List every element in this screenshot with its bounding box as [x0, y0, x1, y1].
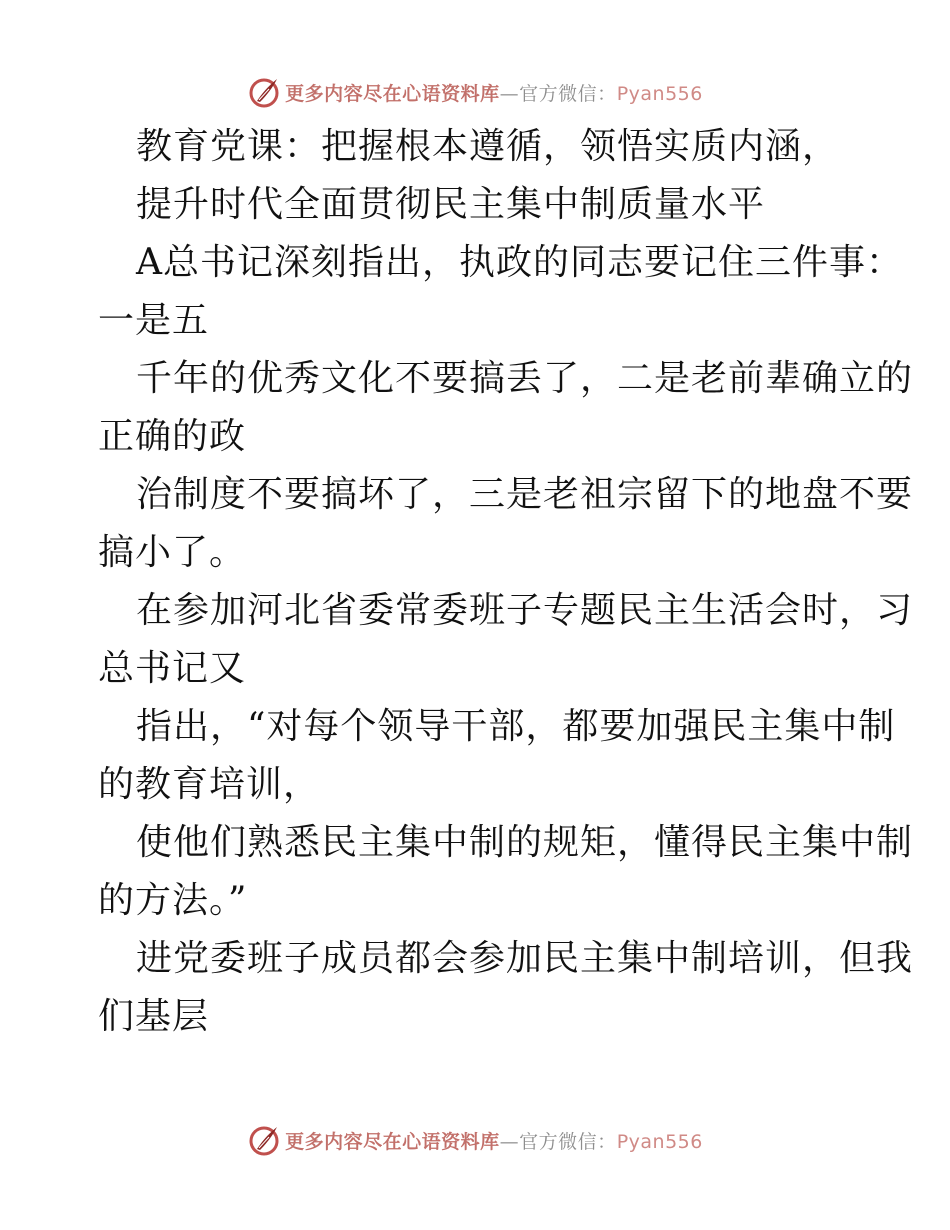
text-line: 正确的政: [98, 416, 247, 457]
text-line: 搞小了。: [98, 532, 247, 573]
footer-watermark: [0, 1120, 950, 1160]
watermark-handle: Pyan556: [616, 82, 703, 105]
text-line: 一是五: [98, 300, 210, 341]
quill-logo-icon: [247, 1123, 281, 1157]
watermark-text: [285, 1127, 703, 1154]
text-line: 的教育培训，: [98, 764, 321, 805]
text-line: 指出，“对每个领导干部，都要加强民主集中制: [136, 706, 896, 747]
watermark-separator: —: [499, 1130, 520, 1153]
text-line: 进党委班子成员都会参加民主集中制培训，但我: [136, 938, 914, 979]
watermark-separator: —: [499, 82, 520, 105]
document-body: [98, 118, 914, 1046]
quill-logo-icon: [247, 75, 281, 109]
text-line: 在参加河北省委常委班子专题民主生活会时，习: [136, 590, 914, 631]
header-watermark: [0, 72, 950, 112]
text-line: 的方法。”: [98, 880, 248, 921]
watermark-brand: 更多内容尽在心语资料库: [285, 82, 500, 105]
text-line: 教育党课：把握根本遵循，领悟实质内涵，: [136, 126, 840, 167]
text-line: 千年的优秀文化不要搞丢了，二是老前辈确立的: [136, 358, 914, 399]
watermark-brand: 更多内容尽在心语资料库: [285, 1130, 500, 1153]
watermark-text: [285, 79, 703, 106]
text-line: 使他们熟悉民主集中制的规矩，懂得民主集中制: [136, 822, 914, 863]
text-line: 提升时代全面贯彻民主集中制质量水平: [136, 184, 766, 225]
watermark-official-label: 官方微信：: [519, 82, 617, 105]
text-line: 总书记又: [98, 648, 247, 689]
text-line: 们基层: [98, 996, 210, 1037]
watermark-handle: Pyan556: [616, 1130, 703, 1153]
text-line: A总书记深刻指出，执政的同志要记住三件事：: [136, 242, 903, 283]
watermark-official-label: 官方微信：: [519, 1130, 617, 1153]
text-line: 治制度不要搞坏了，三是老祖宗留下的地盘不要: [136, 474, 914, 515]
